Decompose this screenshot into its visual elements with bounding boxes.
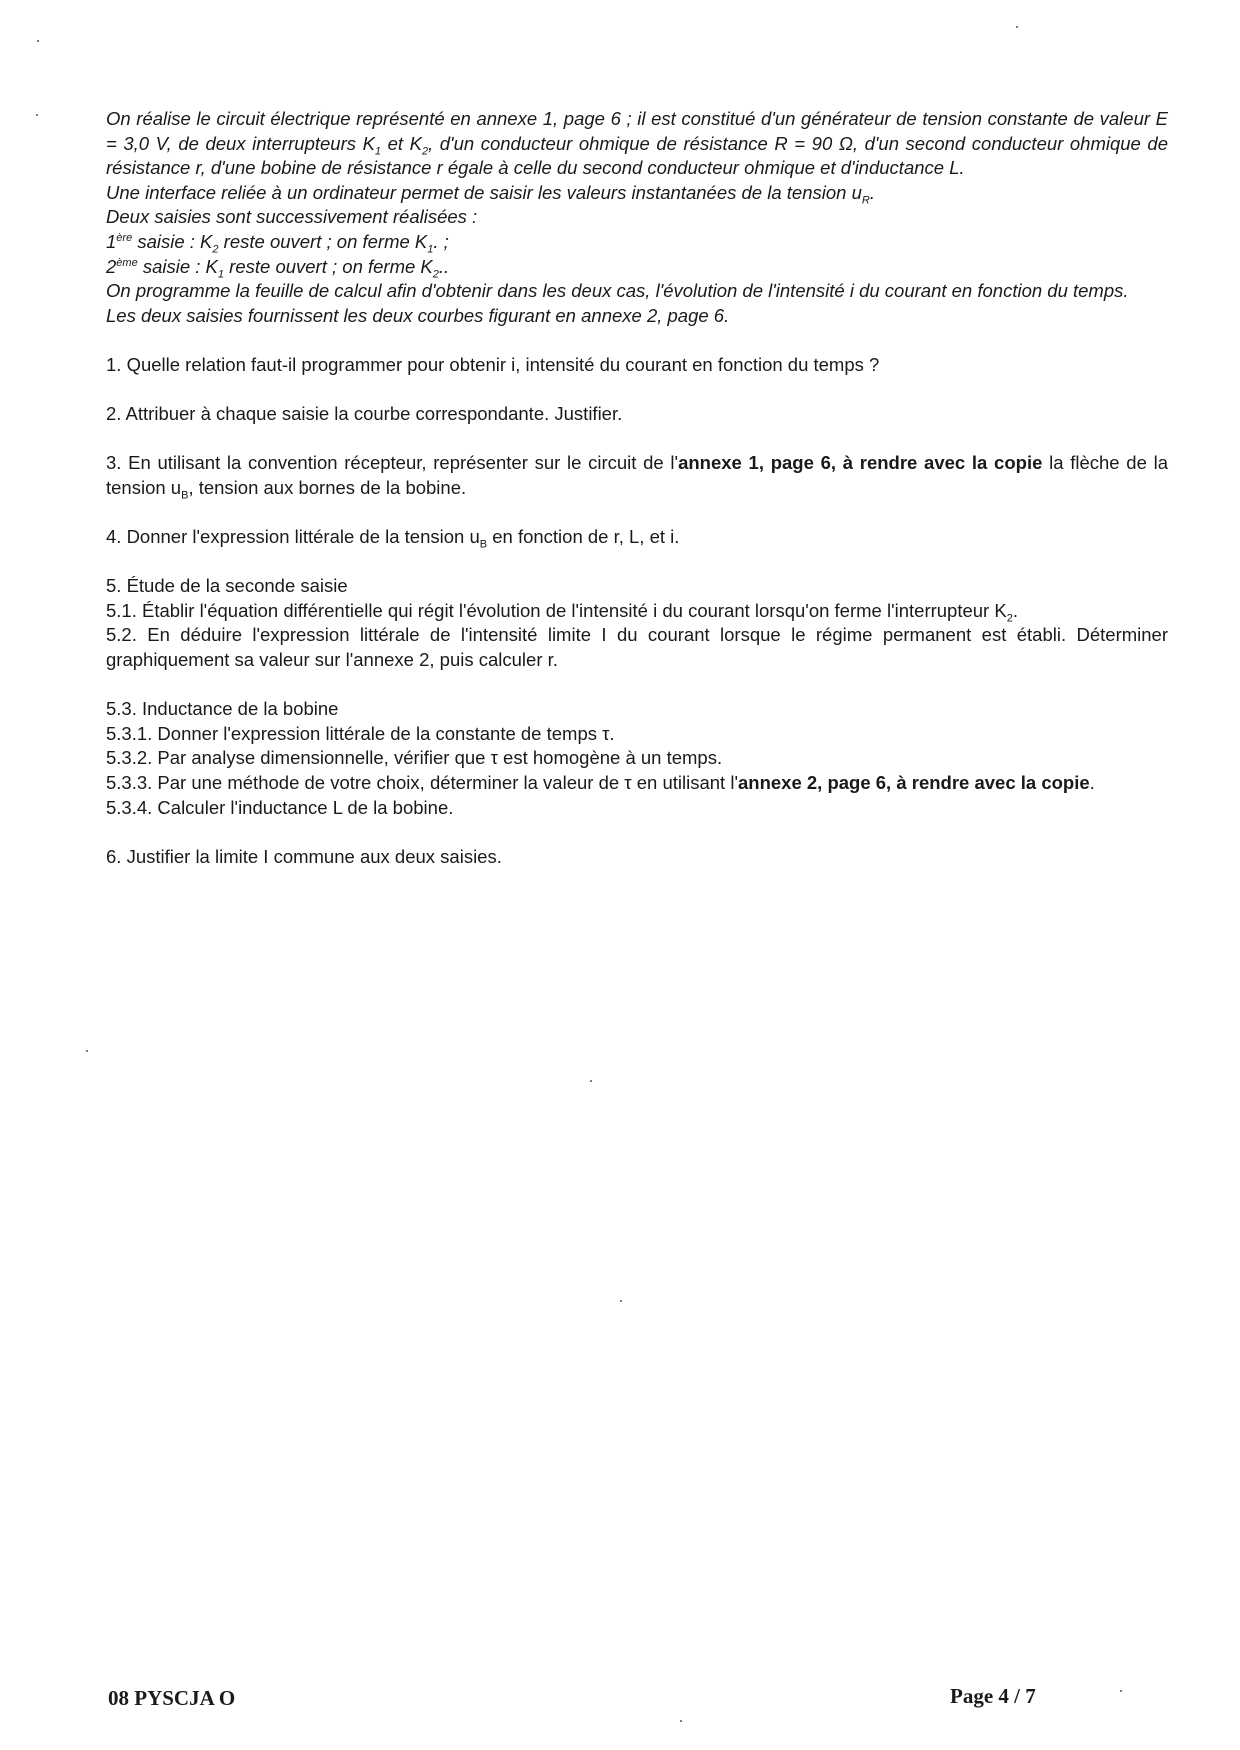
footer-page-number: Page 4 / 7: [950, 1684, 1036, 1708]
question-5-3-4: 5.3.4. Calculer l'inductance L de la bobine.: [106, 796, 454, 818]
question-5-2: 5.2. En déduire l'expression littérale de l'intensité limite I du courant lorsque le régime permanent est établi. Déterminer graphiquement sa valeur sur l'annexe 2, puis calculer r.: [106, 624, 1168, 671]
intro-programme: On programme la feuille de calcul afin d'obtenir dans les deux cas, l'évolution de l'intensité i du courant en fonction du temps.: [106, 280, 1129, 302]
intro-courbes: Les deux saisies fournissent les deux courbes figurant en annexe 2, page 6.: [106, 304, 730, 326]
question-5-1: 5.1. Établir l'équation différentielle qui régit l'évolution de l'intensité i du courant lorsqu'on ferme l'interrupteur $K_2$.: [106, 599, 1018, 625]
question-5-3-1: 5.3.1. Donner l'expression littérale de la constante de temps τ.: [106, 722, 615, 744]
intro-text: [106, 107, 1168, 328]
intro-interface: Une interface reliée à un ordinateur permet de saisir les valeurs instantanées de la tension $u_R$.: [106, 181, 875, 207]
intro-paragraph: On réalise le circuit électrique représenté en annexe 1, page 6 ; il est constitué d'un générateur de tension constante de valeur E = 3,0 V, de deux interrupteurs $K_1$ et $K_2$, d'un conducteur ohmique de résistance R = 90 Ω, d'un second conducteur ohmique de résistance r, d'une bobine de résistance r égale à celle du second conducteur ohmique et d'inductance L.: [106, 108, 1168, 179]
intro-saisie-2: 2ème saisie : $K_1$ reste ouvert ; on ferme $K_2$..: [106, 255, 450, 281]
scan-speck: [1016, 26, 1018, 28]
question-2: 2. Attribuer à chaque saisie la courbe correspondante. Justifier.: [106, 403, 623, 425]
scan-speck: [590, 1080, 592, 1082]
intro-saisies: Deux saisies sont successivement réalisées :: [106, 206, 478, 228]
question-1: 1. Quelle relation faut-il programmer pour obtenir i, intensité du courant en fonction du temps ?: [106, 353, 880, 375]
questions: [106, 328, 1168, 869]
question-5-3-2: 5.3.2. Par analyse dimensionnelle, vérifier que τ est homogène à un temps.: [106, 747, 723, 769]
question-4: 4. Donner l'expression littérale de la tension $u_B$ en fonction de r, L, et i.: [106, 526, 680, 551]
scan-speck: [36, 114, 38, 116]
intro-saisie-1: 1ère saisie : $K_2$ reste ouvert ; on ferme $K_1$. ;: [106, 230, 449, 256]
question-5-3-3: 5.3.3. Par une méthode de votre choix, déterminer la valeur de τ en utilisant l'annexe 2, page 6, à rendre avec la copie.: [106, 772, 1095, 794]
question-6: 6. Justifier la limite I commune aux deux saisies.: [106, 845, 502, 867]
scan-speck: [37, 40, 39, 42]
document-body: [106, 107, 1168, 869]
scan-speck: [680, 1720, 682, 1722]
scan-speck: [1120, 1690, 1122, 1692]
question-5-title: 5. Étude de la seconde saisie: [106, 575, 348, 597]
footer-exam-code: 08 PYSCJA O: [108, 1686, 236, 1710]
question-3: 3. En utilisant la convention récepteur, représenter sur le circuit de l'annexe 1, page 6, à rendre avec la copie la flèche de la tension $u_B$, tension aux bornes de la bobine.: [106, 452, 1169, 502]
scan-speck: [86, 1050, 88, 1052]
scan-speck: [620, 1300, 622, 1302]
question-5-3-title: 5.3. Inductance de la bobine: [106, 698, 339, 720]
